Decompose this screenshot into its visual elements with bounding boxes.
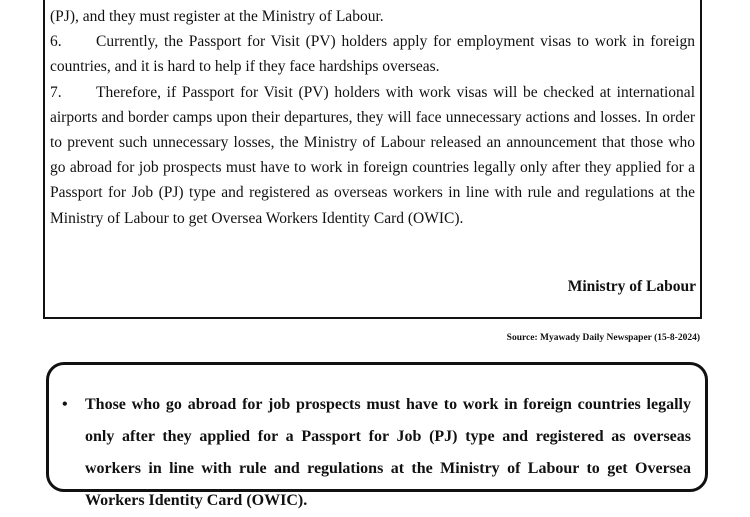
bullet-icon: •	[62, 396, 68, 413]
paragraph-6	[50, 29, 695, 79]
highlight-list	[62, 389, 691, 517]
highlight-box	[46, 362, 708, 509]
source-citation: Source: Myawady Daily Newspaper (15-8-2024)	[506, 333, 700, 343]
paragraph-7-number: 7.	[50, 83, 62, 101]
paragraph-6-number: 6.	[50, 33, 62, 51]
highlight-item	[62, 389, 691, 517]
paragraph-7-text: Therefore, if Passport for Visit (PV) holders with work visas will be checked at international airports and border camps upon their departures, they will face unnecessary actions and losses. In order to prevent such unnecessary losses, the Ministry of Labour released an announcement that those who go abroad for job prospects must have to work in foreign countries legally only after they applied for a Passport for Job (PJ) type and registered as overseas workers in line with rule and regulations at the Ministry of Labour to get Oversea Workers Identity Card (OWIC).	[50, 83, 695, 227]
highlight-text: Those who go abroad for job prospects must have to work in foreign countries legally only after they applied for a Passport for Job (PJ) type and registered as overseas workers in line with rule and regulations at the Ministry of Labour to get Oversea Workers Identity Card (OWIC).	[85, 396, 691, 509]
notice-box	[43, 0, 702, 319]
paragraph-6-text: Currently, the Passport for Visit (PV) holders apply for employment visas to work in foreign countries, and it is hard to help if they face hardships overseas.	[50, 33, 695, 76]
signature: Ministry of Labour	[567, 278, 696, 295]
paragraph-5-tail: (PJ), and they must register at the Ministry of Labour.	[50, 8, 384, 25]
paragraph-7	[50, 80, 695, 231]
